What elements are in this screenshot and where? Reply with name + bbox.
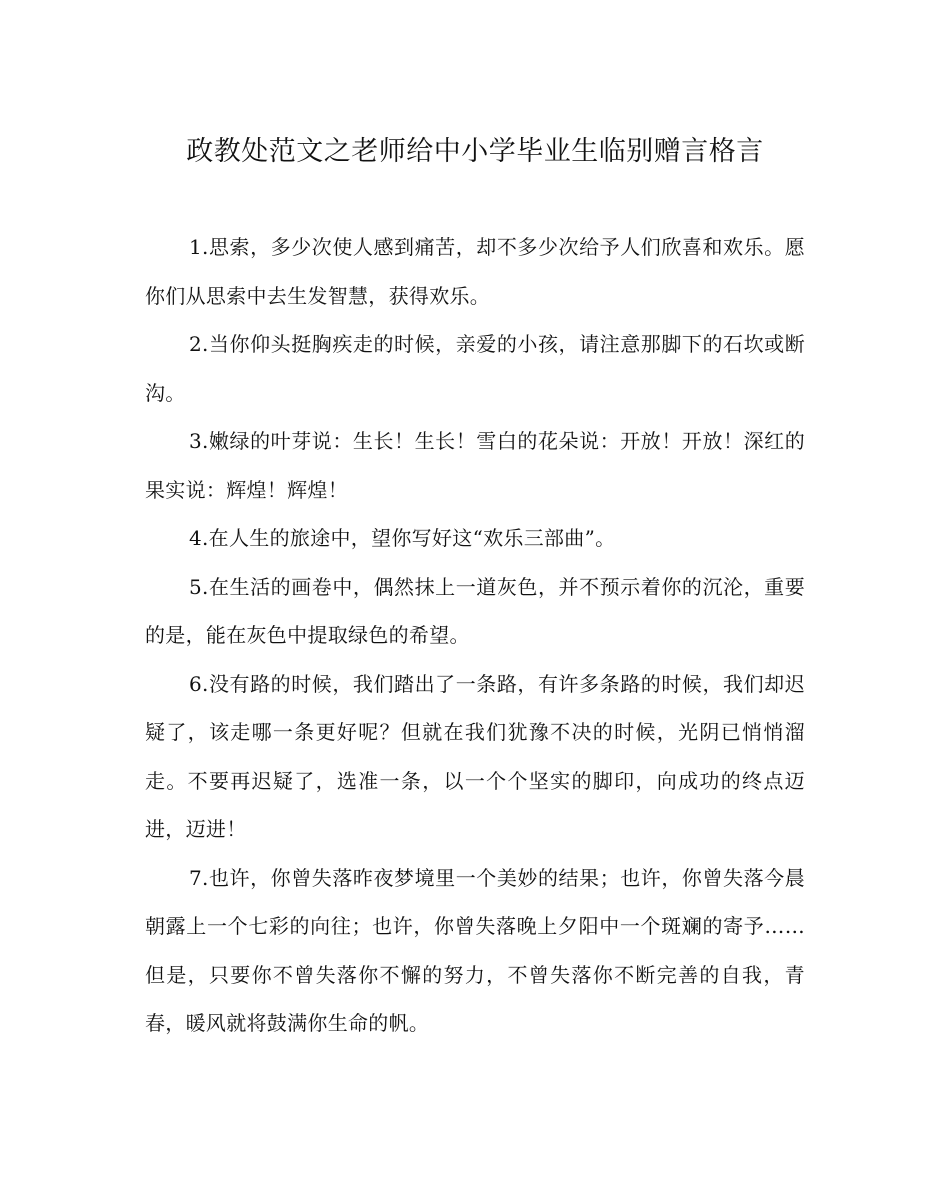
paragraph-5: 5.在生活的画卷中，偶然抹上一道灰色，并不预示着你的沉沦，重要的是，能在灰色中提取绿色的希望。 — [145, 574, 805, 647]
paragraph-2: 2.当你仰头挺胸疾走的时候，亲爱的小孩，请注意那脚下的石坎或断沟。 — [145, 332, 805, 405]
paragraph-3: 3.嫩绿的叶芽说：生长！生长！雪白的花朵说：开放！开放！深红的果实说：辉煌！辉煌！ — [145, 429, 805, 502]
document-body — [145, 223, 805, 1048]
paragraph-1: 1.思索，多少次使人感到痛苦，却不多少次给予人们欣喜和欢乐。愿你们从思索中去生发智慧，获得欢乐。 — [145, 235, 805, 308]
paragraph-4: 4.在人生的旅途中，望你写好这“欢乐三部曲”。 — [189, 526, 616, 550]
paragraph-7: 7.也许，你曾失落昨夜梦境里一个美妙的结果；也许，你曾失落今晨朝露上一个七彩的向往；也许，你曾失落晚上夕阳中一个斑斓的寄予……但是，只要你不曾失落你不懈的努力，不曾失落你不断完善的自我，青春，暖风就将鼓满你生命的帆。 — [145, 865, 805, 1035]
document-title: 政教处范文之老师给中小学毕业生临别赠言格言 — [186, 136, 764, 167]
paragraph-6: 6.没有路的时候，我们踏出了一条路，有许多条路的时候，我们却迟疑了，该走哪一条更好呢？但就在我们犹豫不决的时候，光阴已悄悄溜走。不要再迟疑了，选准一条，以一个个坚实的脚印，向成功的终点迈进，迈进！ — [145, 671, 805, 841]
